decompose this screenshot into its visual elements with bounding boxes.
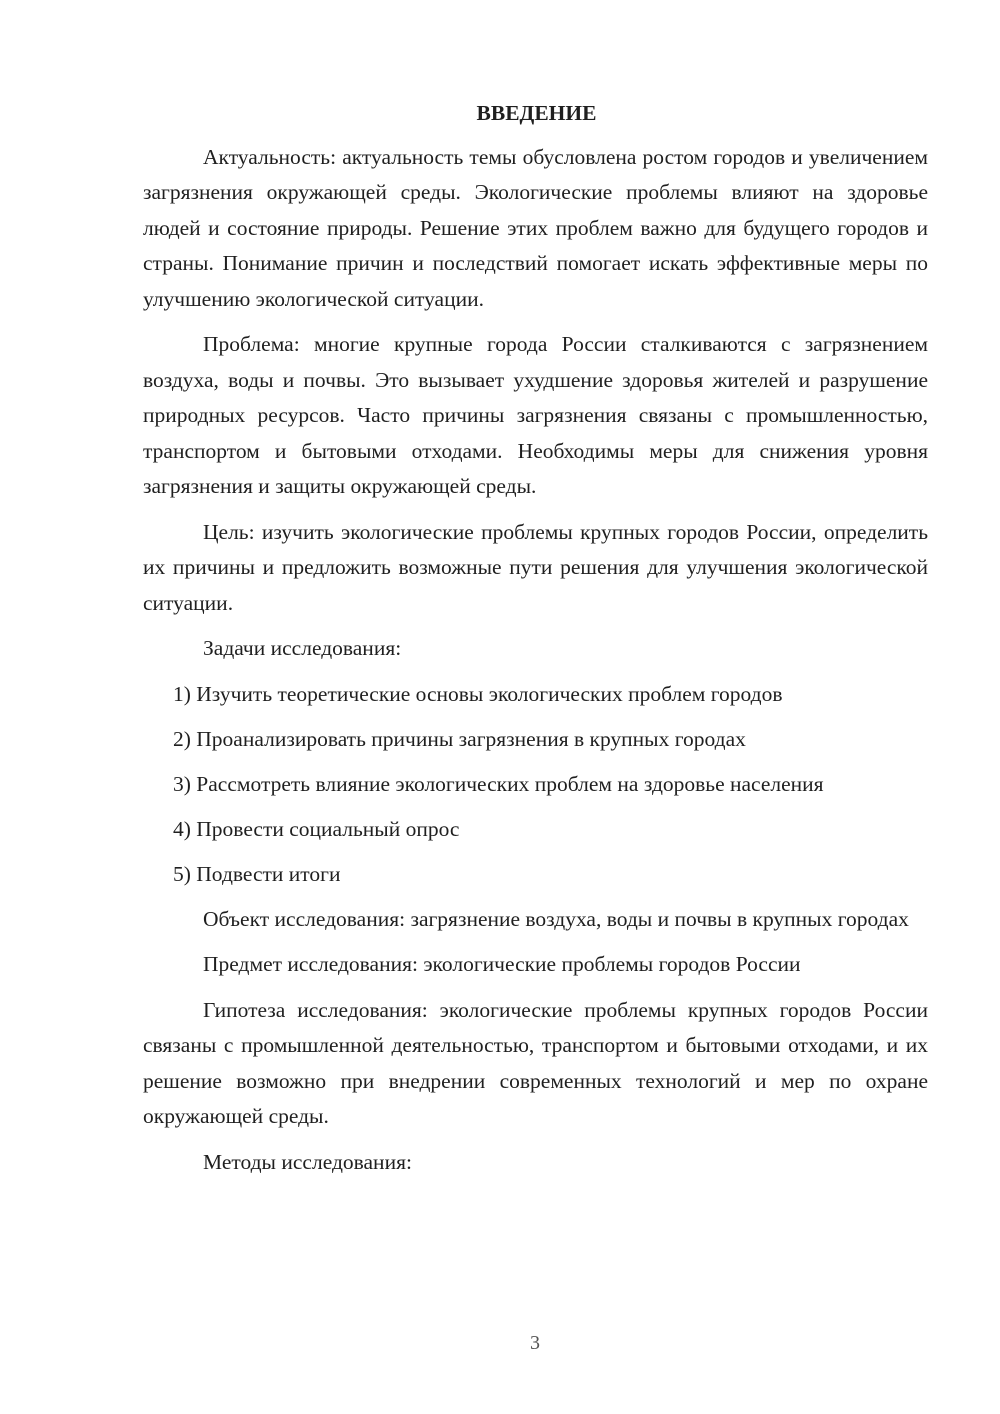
paragraph-object: Объект исследования: загрязнение воздуха, воды и почвы в крупных городах bbox=[203, 906, 909, 931]
list-item: 5) Подвести итоги bbox=[173, 861, 341, 886]
paragraph-subject: Предмет исследования: экологические проблемы городов России bbox=[203, 952, 801, 976]
tasks-list bbox=[143, 677, 928, 893]
list-item: 4) Провести социальный опрос bbox=[173, 816, 460, 841]
paragraph-problem: Проблема: многие крупные города России сталкиваются с загрязнением воздуха, воды и почвы. Это вызывает ухудшение здоровья жителей и разрушение природных ресурсов. Часто причины загрязнения связаны с промышленностью, транспортом и бытовыми отходами. Необходимы меры для снижения уровня загрязнения и защиты окружающей среды. bbox=[143, 332, 928, 498]
paragraph-relevance: Актуальность: актуальность темы обусловлена ростом городов и увеличением загрязнения окружающей среды. Экологические проблемы влияют на здоровье людей и состояние природы. Решение этих проблем важно для будущего городов и страны. Понимание причин и последствий помогает искать эффективные меры по улучшению экологической ситуации. bbox=[143, 144, 928, 311]
paragraph-hypothesis: Гипотеза исследования: экологические проблемы крупных городов России связаны с промышленной деятельностью, транспортом и бытовыми отходами, и их решение возможно при внедрении современных технологий и мер по охране окружающей среды. bbox=[143, 997, 928, 1128]
paragraph-tasks-title: Задачи исследования: bbox=[203, 636, 402, 660]
paragraph-methods-title: Методы исследования: bbox=[203, 1149, 412, 1174]
list-item: 2) Проанализировать причины загрязнения в крупных городах bbox=[173, 726, 746, 751]
list-item: 3) Рассмотреть влияние экологических проблем на здоровье населения bbox=[173, 771, 824, 796]
section-heading: ВВЕДЕНИЕ bbox=[476, 101, 597, 125]
page-number: 3 bbox=[530, 1332, 540, 1354]
paragraph-goal: Цель: изучить экологические проблемы крупных городов России, определить их причины и предложить возможные пути решения для улучшения экологической ситуации. bbox=[143, 519, 928, 615]
list-item: 1) Изучить теоретические основы экологических проблем городов bbox=[173, 681, 783, 706]
document-page bbox=[143, 96, 928, 1190]
